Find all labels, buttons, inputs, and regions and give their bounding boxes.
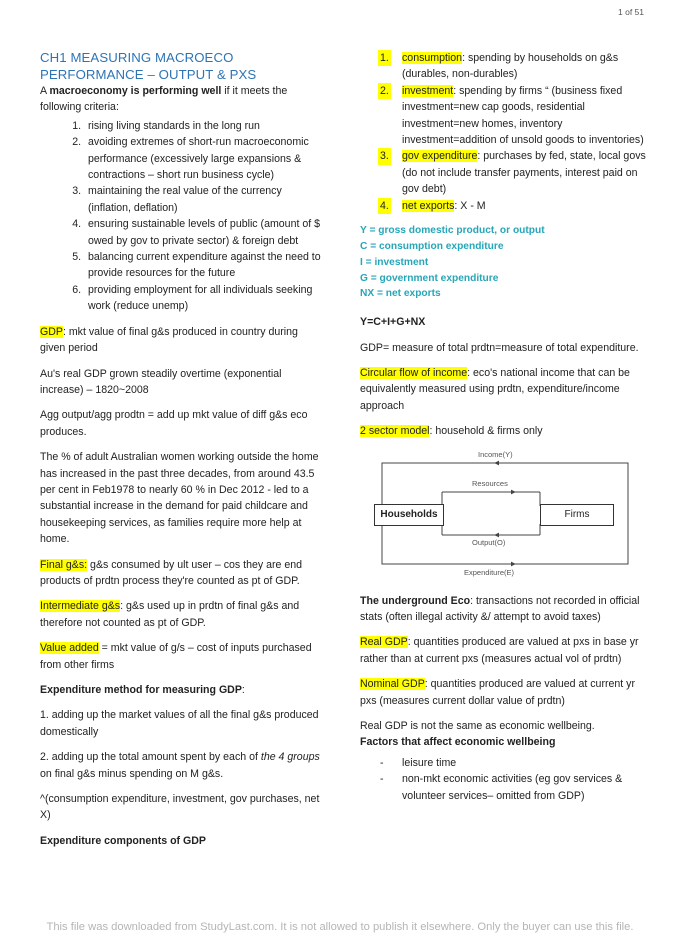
chapter-title-line1: CH1 MEASURING MACROECO	[40, 50, 234, 65]
left-column	[40, 50, 325, 849]
two-sector-def: : household & firms only	[429, 425, 543, 438]
component-item	[360, 50, 650, 83]
definition-line: Y = gross domestic product, or output	[360, 225, 545, 237]
chapter-title	[40, 50, 325, 83]
women-paragraph: The % of adult Australian women working outside the home has increased in the past three decades, from around 43.5 per cent in Feb1978 to nearly 60 % in Dec 2012 - led to a substantial increase in the demand for paid childcare and housekeeping services, as families require more help at home.	[40, 451, 319, 546]
components-heading: Expenditure components of GDP	[40, 834, 206, 847]
two-sector-definition	[360, 423, 650, 439]
firms-box: Firms	[540, 504, 614, 526]
households-box: Households	[374, 504, 444, 526]
real-gdp-definition	[360, 634, 650, 667]
intro-paragraph	[40, 83, 325, 116]
criteria-item: 1. rising living standards in the long run	[84, 118, 325, 134]
expenditure-method-heading	[40, 682, 325, 698]
gdp-definition	[40, 324, 325, 357]
income-label: Income(Y)	[478, 449, 513, 459]
circular-flow-term: Circular flow of income	[360, 366, 468, 379]
components-list	[360, 50, 650, 214]
step2-post: on final g&s minus spending on M g&s.	[40, 767, 224, 780]
definition-line: NX = net exports	[360, 288, 441, 300]
component-term: gov expenditure	[402, 150, 478, 163]
circular-flow-diagram	[360, 448, 650, 583]
component-def: : purchases by fed, state, local govs (do not include transfer payments, interest paid on gov debt)	[402, 150, 646, 196]
component-number: 1.	[378, 50, 391, 66]
intermediate-gs-definition	[40, 598, 325, 631]
value-added-term: Value added	[40, 642, 99, 655]
component-def: : X - M	[454, 199, 486, 212]
value-added-definition	[40, 640, 325, 673]
resources-label: Resources	[472, 478, 508, 488]
underground-eco-definition	[360, 593, 650, 626]
real-gdp-wellbeing-note: Real GDP is not the same as economic wellbeing.	[360, 720, 595, 732]
factor-text: non-mkt economic activities (eg gov services & volunteer services– omitted from GDP)	[402, 773, 623, 802]
component-term: net exports	[402, 199, 455, 212]
definition-line: I = investment	[360, 256, 429, 268]
aus-gdp-note: Au's real GDP grown steadily overtime (exponential increase) – 1820~2008	[40, 367, 282, 396]
component-item	[360, 198, 650, 214]
right-column	[360, 50, 650, 804]
download-notice: This file was downloaded from StudyLast.com. It is not allowed to publish it elsewhere. Only the buyer can use this file.	[46, 921, 634, 933]
definition-line: C = consumption expenditure	[360, 240, 504, 252]
step2-pre: 2. adding up the total amount spent by each of	[40, 751, 261, 764]
underground-eco-term: The underground Eco	[360, 594, 471, 607]
agg-output-note: Agg output/agg prodtn = add up mkt value of diff g&s eco produces.	[40, 409, 308, 438]
criteria-item: 3. maintaining the real value of the currency (inflation, deflation)	[84, 183, 325, 216]
chapter-title-line2: PERFORMANCE – OUTPUT & PXS	[40, 66, 257, 82]
real-gdp-term: Real GDP	[360, 636, 408, 649]
component-item	[360, 148, 650, 197]
underground-eco-def: : transactions not recorded in official stats (often illegal activity &/ attempt to avoid taxes)	[360, 594, 640, 623]
factor-item: - leisure time	[380, 756, 457, 769]
step2-italic: the 4 groups	[260, 751, 320, 764]
component-number: 3.	[378, 148, 391, 164]
final-gs-def: g&s consumed by ult user – cos they are end products of prdtn process they're counted as pt of GDP.	[40, 558, 303, 587]
circular-flow-definition	[360, 365, 650, 414]
nominal-gdp-def: : quantities produced are valued at current yr pxs (measures current dollar value of prdtn)	[360, 678, 635, 707]
output-label: Output(O)	[472, 537, 506, 547]
component-item	[360, 83, 650, 149]
criteria-item: 6. providing employment for all individuals seeking work (reduce unemp)	[84, 282, 325, 315]
gdp-identity: Y=C+I+G+NX	[360, 316, 426, 329]
two-sector-term: 2 sector model	[360, 425, 430, 438]
method-step-1: 1. adding up the market values of all the final g&s produced domestically	[40, 709, 319, 738]
factors-list	[360, 755, 650, 804]
expenditure-method-heading-text: Expenditure method for measuring GDP	[40, 684, 242, 696]
real-gdp-def: : quantities produced are valued at pxs in base yr rather than at current pxs (measures actual vol of prdtn)	[360, 636, 639, 665]
gdp-measure-note: GDP= measure of total prdtn=measure of total expenditure.	[360, 341, 639, 354]
criteria-item: 4. ensuring sustainable levels of public (amount of $ owed by gov to private sector) & foreign debt	[84, 216, 325, 249]
caret-note: ^(consumption expenditure, investment, gov purchases, net X)	[40, 793, 320, 822]
intermediate-gs-def: : g&s used up in prdtn of final g&s and therefore not counted as pt of GDP.	[40, 600, 300, 629]
component-number: 4.	[378, 198, 391, 214]
intro-bold: macroeconomy is performing well	[49, 85, 222, 97]
criteria-item: 5. balancing current expenditure against the need to provide resources for the future	[84, 249, 325, 282]
nominal-gdp-term: Nominal GDP	[360, 678, 425, 691]
final-gs-definition	[40, 557, 325, 590]
circular-flow-def: : eco's national income that can be equivalently measured using prdtn, expenditure/income approach	[360, 366, 630, 412]
factors-heading: Factors that affect economic wellbeing	[360, 736, 556, 749]
intro-post: if it meets the following criteria:	[40, 85, 288, 114]
intermediate-gs-term: Intermediate g&s	[40, 600, 121, 613]
component-term: investment	[402, 84, 454, 97]
definition-line: G = government expenditure	[360, 272, 499, 284]
component-term: consumption	[402, 52, 463, 64]
gdp-term: GDP	[40, 325, 63, 338]
criteria-list	[40, 118, 325, 315]
component-number: 2.	[378, 83, 391, 99]
variable-definitions	[360, 223, 650, 302]
final-gs-term: Final g&s:	[40, 558, 88, 571]
factor-text: leisure time	[402, 756, 457, 769]
criteria-item: 2. avoiding extremes of short-run macroeconomic performance (excessively large expansions & contractions – short run business cycle)	[84, 134, 325, 183]
component-def: : spending by households on g&s (durables, non-durables)	[402, 52, 619, 81]
method-step-2	[40, 749, 325, 782]
factor-item: - non-mkt economic activities (eg gov services & volunteer services– omitted from GDP)	[380, 773, 623, 802]
page-number: 1 of 51	[618, 7, 644, 17]
value-added-def: = mkt value of g/s – cost of inputs purchased from other firms	[40, 642, 312, 671]
intro-pre: A	[40, 85, 50, 97]
nominal-gdp-definition	[360, 676, 650, 709]
expenditure-method-colon: :	[241, 684, 245, 696]
component-def: : spending by firms “ (business fixed investment=new cap goods, residential investment=new homes, inventory investment=addition of unsold goods to inventories)	[402, 84, 644, 147]
expenditure-label: Expenditure(E)	[464, 567, 515, 577]
gdp-def: : mkt value of final g&s produced in country during given period	[40, 325, 298, 355]
